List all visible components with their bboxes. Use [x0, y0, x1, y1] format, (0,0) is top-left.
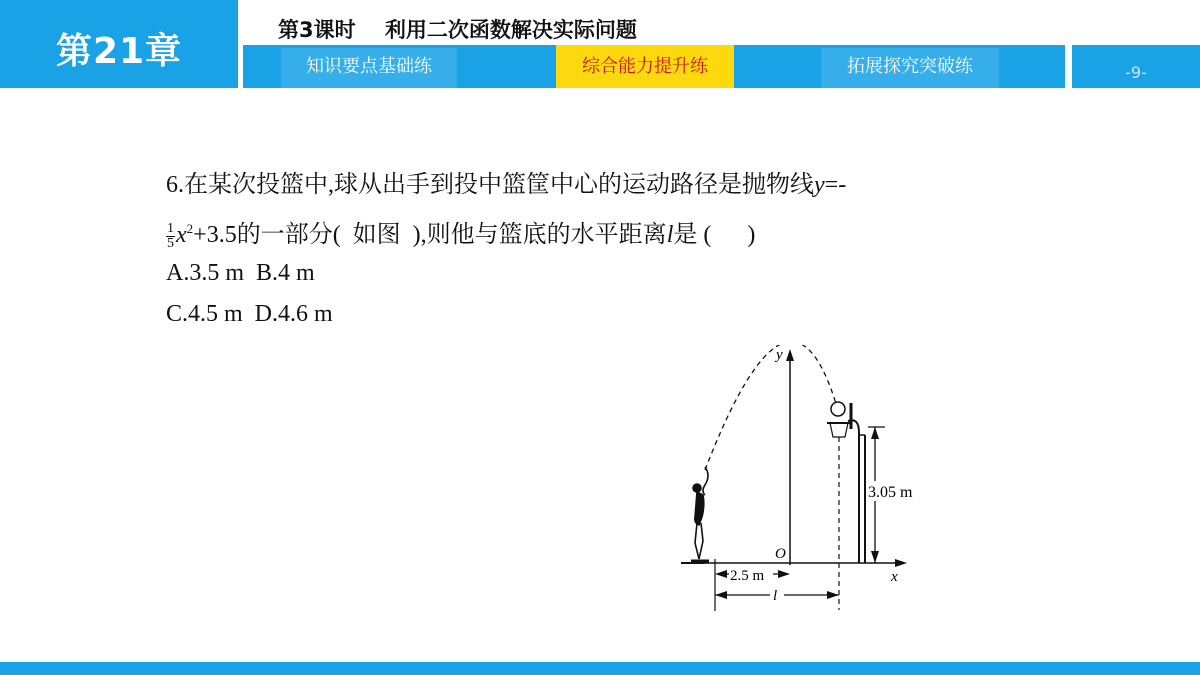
player-figure [691, 467, 709, 561]
origin-label: O [775, 546, 786, 562]
var-l: l [666, 222, 674, 248]
distance-arrow-left [715, 570, 727, 578]
l-arrow-right [827, 591, 839, 599]
height-arrow-top [871, 427, 879, 439]
tab-strip [243, 45, 1065, 88]
fraction-numerator: 1 [167, 220, 174, 236]
hoop-arm [848, 420, 859, 563]
x-axis-label: x [891, 569, 898, 585]
options-line-2: C.4.5 m D.4.6 m [166, 301, 333, 327]
fraction [166, 222, 175, 251]
y-axis-arrow [786, 349, 794, 361]
tab-extension-practice[interactable]: 拓展探究突破练 [821, 48, 999, 88]
top-bar [0, 0, 1200, 88]
x-axis-arrow [895, 559, 907, 567]
lesson-title: 第3课时 利用二次函数解决实际问题 [278, 18, 637, 42]
question-line-2 [166, 214, 755, 251]
var-y: y [814, 172, 825, 198]
question-text-1b: =- [824, 172, 847, 198]
bottom-bar [0, 662, 1200, 675]
question-text-2b: 是 ( ) [673, 222, 756, 248]
question-text-1: 6.在某次投篮中,球从出手到投中篮筐中心的运动路径是抛物线 [166, 172, 814, 198]
height-label: 3.05 m [868, 484, 913, 501]
question-line-1 [166, 164, 846, 199]
tab-ability-practice[interactable]: 综合能力提升练 [556, 45, 734, 88]
l-arrow-left [715, 591, 727, 599]
chapter-label: 第21章 [0, 0, 238, 88]
l-label: l [773, 588, 778, 604]
basketball-figure [675, 345, 935, 615]
distance-label: 2.5 m [730, 568, 765, 584]
tab-basic-practice[interactable]: 知识要点基础练 [281, 48, 457, 88]
hoop-net [830, 423, 848, 437]
page-number: -9- [1072, 45, 1200, 88]
basketball [831, 402, 845, 416]
var-x: x [176, 222, 187, 248]
fraction-denominator: 5 [167, 235, 174, 251]
options-line-1: A.3.5 m B.4 m [166, 260, 315, 286]
y-axis-label: y [776, 347, 783, 363]
height-arrow-bottom [871, 551, 879, 563]
exponent: 2 [186, 221, 194, 236]
ball-trajectory [705, 345, 837, 470]
question-text-2: +3.5的一部分( 如图 ),则他与篮底的水平距离 [193, 222, 667, 248]
distance-arrow-right [778, 570, 790, 578]
